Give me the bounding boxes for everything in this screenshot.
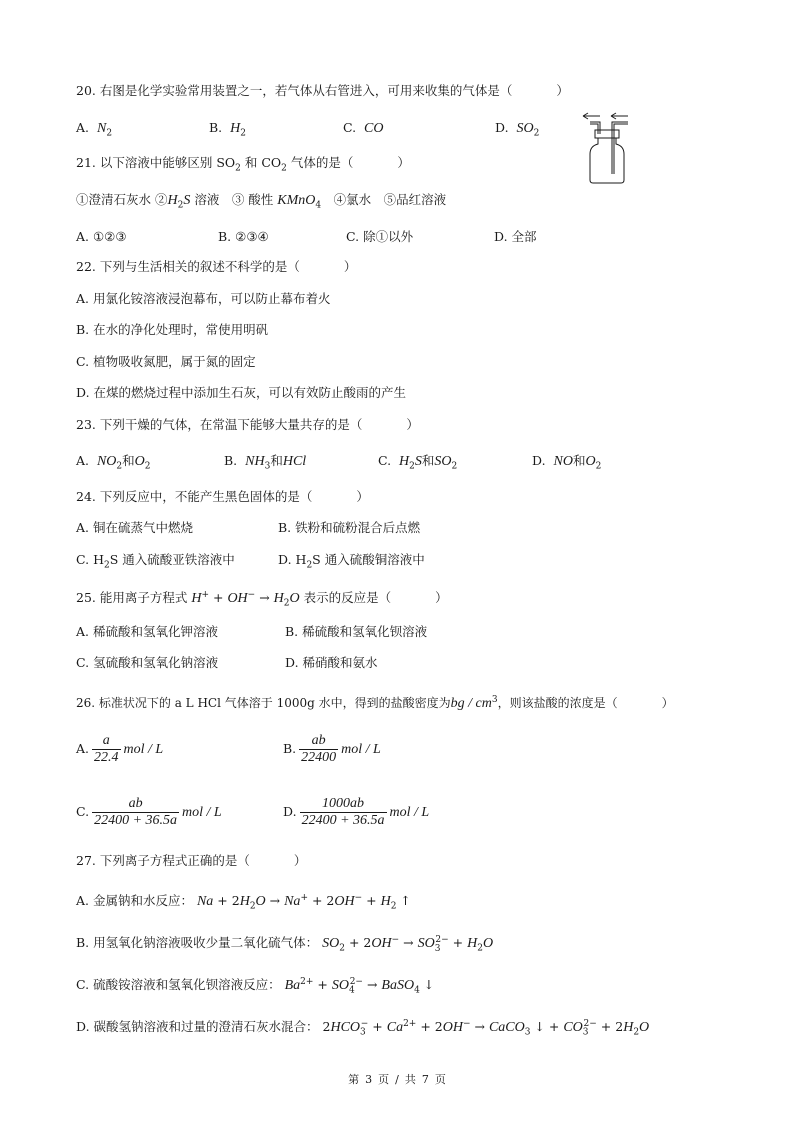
page-footer: 第 3 页 / 共 7 页 [348, 1073, 446, 1086]
q27-option-c: C. 硫酸铵溶液和氢氧化钡溶液反应： $Ba^{2+} + SO_4^{2-}$ → BaSO$_4$ ↓ [76, 977, 435, 996]
q22-option-d: D. 在煤的燃烧过程中添加生石灰，可以有效防止酸雨的产生 [76, 385, 407, 400]
q21-option-d: D. 全部 [494, 229, 537, 244]
q21-option-c: C. 除①以外 [346, 229, 414, 244]
q21-option-a: A. ①②③ [76, 229, 127, 244]
q23-stem: 23. 下列干燥的气体，在常温下能够大量共存的是（ ） [76, 417, 419, 432]
q24-option-d: D. $H_2S$ 通入硫酸铜溶液中 [278, 552, 425, 571]
q23-option-c: C. $H_2S$和$SO_2$ [378, 453, 458, 472]
q23-option-a: A. $NO_2$和$O_2$ [76, 453, 151, 472]
q22-option-a: A. 用氯化铵溶液浸泡幕布，可以防止幕布着火 [76, 291, 331, 306]
q20-option-c: C. CO [343, 120, 384, 136]
bottle-stopper [595, 130, 619, 138]
q27-option-a: A. 金属钠和水反应： $Na + 2H_2O \to Na^+ + 2OH^- + H_2$ ↑ [76, 893, 411, 912]
q20-option-a: A. $N_2$ [76, 120, 113, 139]
q23-option-b: B. $NH_3$和HCl [224, 453, 307, 472]
gas-bottle-diagram [578, 110, 638, 186]
q20-stem: 20. 右图是化学实验常用装置之一，若气体从右管进入，可用来收集的气体是（ ） [76, 83, 569, 98]
arrow-right-icon [611, 113, 628, 119]
q24-option-a: A. 铜在硫蒸气中燃烧 [76, 520, 193, 535]
q26-stem: 26. 标准状况下的 a L HCl 气体溶于 1000g 水中，得到的盐酸密度为bg / $cm^3$，则该盐酸的浓度是（ ） [76, 695, 674, 711]
q25-option-a: A. 稀硫酸和氢氧化钾溶液 [76, 624, 218, 639]
q24-option-b: B. 铁粉和硫粉混合后点燃 [278, 520, 421, 535]
q23-option-d: D. NO和$O_2$ [532, 453, 602, 472]
q27-option-d: D. 碳酸氢钠溶液和过量的澄清石灰水混合： $2HCO_3^- + Ca^{2+} + 2OH^-$ → CaCO$_3$ ↓ + $CO_3^{2-} + 2H_2O$ [76, 1019, 650, 1038]
q26-option-b: B. $\frac{ab}{22400}$ mol / L [283, 733, 381, 765]
q22-option-c: C. 植物吸收氮肥，属于氮的固定 [76, 354, 256, 369]
q21-option-b: B. ②③④ [218, 229, 269, 244]
q25-option-b: B. 稀硫酸和氢氧化钡溶液 [285, 624, 428, 639]
q27-stem: 27. 下列离子方程式正确的是（ ） [76, 853, 307, 868]
arrow-left-icon [583, 113, 600, 119]
q25-stem: 25. 能用离子方程式 $H^+ + OH^- \to H_2O$ 表示的反应是（ ） [76, 590, 448, 609]
page-number: 3 [365, 1073, 373, 1086]
q25-option-d: D. 稀硝酸和氨水 [285, 655, 378, 670]
q26-option-d: D. $\frac{1000ab}{22400 + 36.5a}$ mol / L [283, 796, 430, 828]
q21-stem: 21. 以下溶液中能够区别 $SO_2$ 和 $CO_2$ 气体的是（ ） [76, 155, 410, 174]
page-total: 7 [421, 1073, 429, 1086]
q20-option-d: D. $SO_2$ [495, 120, 540, 139]
q21-items: ①澄清石灰水 $②H_2S$ 溶液 ③ 酸性 KMnO$_4$ ④氯水 ⑤品红溶液 [76, 192, 447, 211]
q26-option-a: A. $\frac{a}{22.4}$ mol / L [76, 733, 164, 765]
q26-option-c: C. $\frac{ab}{22400 + 36.5a}$ mol / L [76, 796, 222, 828]
q24-option-c: C. $H_2S$ 通入硫酸亚铁溶液中 [76, 552, 235, 571]
q25-option-c: C. 氢硫酸和氢氧化钠溶液 [76, 655, 219, 670]
bottle-body [590, 138, 624, 183]
q24-stem: 24. 下列反应中，不能产生黑色固体的是（ ） [76, 489, 369, 504]
q27-option-b: B. 用氢氧化钠溶液吸收少量二氧化硫气体： $SO_2 + 2OH^- \to SO_3^{2-} + H_2O$ [76, 935, 494, 954]
q22-stem: 22. 下列与生活相关的叙述不科学的是（ ） [76, 259, 357, 274]
q22-option-b: B. 在水的净化处理时，常使用明矾 [76, 322, 269, 337]
q20-option-b: B. $H_2$ [209, 120, 246, 139]
